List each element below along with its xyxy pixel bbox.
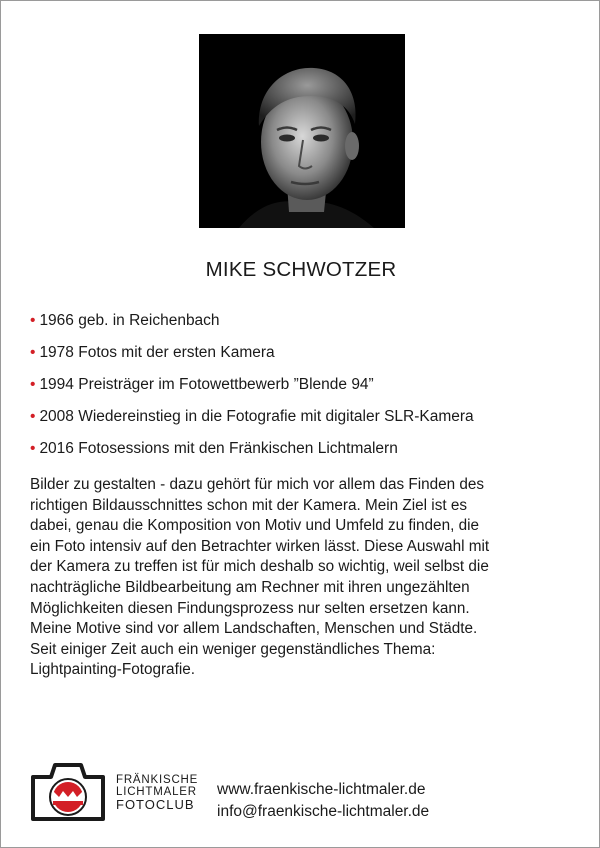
bullet-icon: • <box>30 344 36 361</box>
fact-item <box>30 407 474 439</box>
bio-line: richtigen Bildausschnittes schon mit der Kamera. Mein Ziel ist es <box>30 496 467 514</box>
portrait-photo <box>199 34 405 228</box>
fact-text: 1966 geb. in Reichenbach <box>39 312 220 329</box>
bio-line: Meine Motive sind vor allem Landschaften, Menschen und Städte. <box>30 620 478 638</box>
fact-text: 2008 Wiedereinstieg in die Fotografie mit digitaler SLR-Kamera <box>39 408 474 425</box>
portrait-illustration <box>199 34 405 228</box>
club-wordmark <box>116 775 198 811</box>
club-line-2: LICHTMALER <box>116 785 197 798</box>
facts-list <box>30 311 474 471</box>
bio-line: Möglichkeiten diesen Findungsprozess nur selten ersetzen kann. <box>30 599 470 617</box>
website-link[interactable]: www.fraenkische-lichtmaler.de <box>217 781 426 798</box>
fact-item <box>30 343 474 375</box>
fact-item <box>30 375 474 407</box>
fact-item <box>30 439 474 471</box>
bullet-icon: • <box>30 312 36 329</box>
bullet-icon: • <box>30 376 36 393</box>
bio-line: der Kamera zu treffen ist für mich deshalb so wichtig, weil selbst die <box>30 558 489 576</box>
club-line-1: FRÄNKISCHE <box>116 774 199 786</box>
email-link[interactable]: info@fraenkische-lichtmaler.de <box>217 803 430 820</box>
camera-franconian-rake-icon <box>29 761 107 823</box>
bio-line: Bilder zu gestalten - dazu gehört für mich vor allem das Finden des <box>30 476 485 493</box>
bio-paragraph <box>30 475 590 681</box>
bio-line: ein Foto intensiv auf den Betrachter wirken lässt. Diese Auswahl mit <box>30 537 490 555</box>
fact-text: 2016 Fotosessions mit den Fränkischen Lichtmalern <box>39 440 398 457</box>
bio-line: Lightpainting-Fotografie. <box>30 661 195 679</box>
bio-line: dabei, genau die Komposition von Motiv und Umfeld zu finden, die <box>30 517 479 535</box>
bio-line: Seit einiger Zeit auch ein weniger gegenständliches Thema: <box>30 640 436 658</box>
fact-item <box>30 311 474 343</box>
fact-text: 1978 Fotos mit der ersten Kamera <box>39 344 275 361</box>
bio-line: nachträgliche Bildbearbeitung am Rechner mit ihren ungezählten <box>30 578 470 596</box>
bullet-icon: • <box>30 440 36 457</box>
fact-text: 1994 Preisträger im Fotowettbewerb ”Blende 94” <box>39 376 374 393</box>
bullet-icon: • <box>30 408 36 425</box>
contact-block <box>217 779 429 823</box>
club-line-3: FOTOCLUB <box>116 797 195 812</box>
person-name: MIKE SCHWOTZER <box>205 258 397 281</box>
